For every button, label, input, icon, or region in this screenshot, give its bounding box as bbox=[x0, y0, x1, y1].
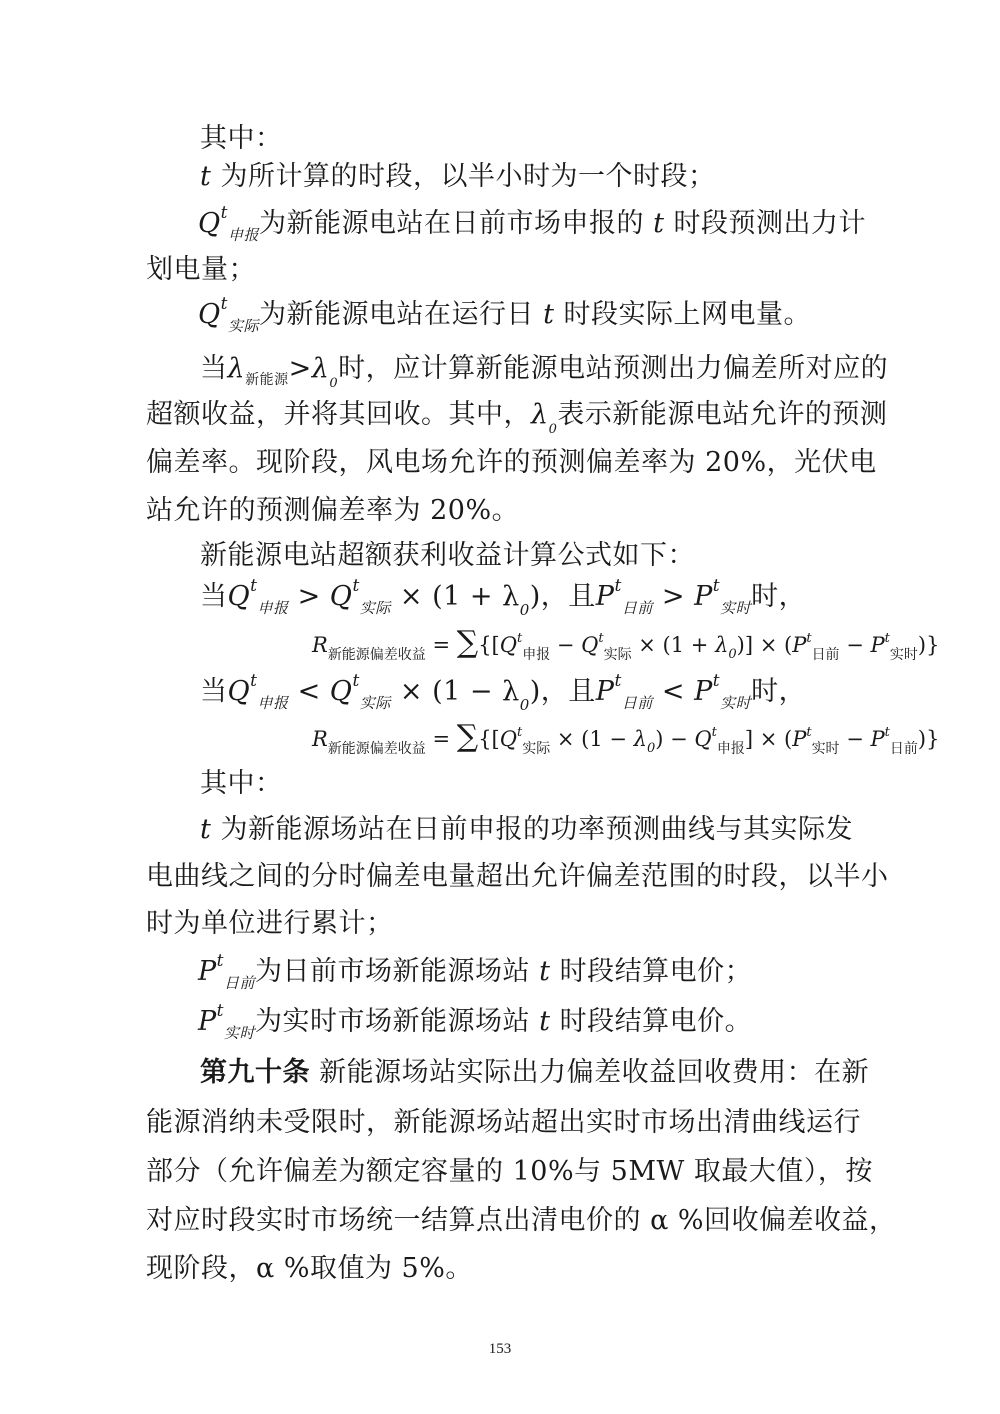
text: 时为单位进行累计； bbox=[146, 908, 394, 939]
article-title: 第九十条 bbox=[200, 1057, 310, 1088]
text-line bbox=[200, 813, 853, 847]
text: 其中： bbox=[200, 123, 283, 154]
text: 时段预测出力计 bbox=[664, 208, 867, 239]
text-line: $Q^t_{申报}$为新能源电站在日前市场申报的 t 时段预测出力计 bbox=[198, 203, 867, 244]
text: ，且 bbox=[540, 676, 596, 707]
text-line bbox=[146, 1252, 473, 1286]
text: 为新能源电站在日前市场申报的 bbox=[259, 208, 654, 239]
text-line bbox=[200, 122, 283, 156]
variable: t bbox=[539, 1006, 551, 1037]
formula: $R_{新能源偏差收益} = \sum\{[Q^t_{实际} \times (1 - \lambda_0) - Q^t_{申报}] \times (P^t_{实时} - P^t_{日前})\}$ bbox=[312, 719, 940, 757]
text-line bbox=[200, 767, 283, 801]
text-line bbox=[200, 160, 715, 194]
text-line bbox=[146, 494, 519, 528]
subscript: 日前 bbox=[811, 647, 840, 663]
text: 时段结算电价。 bbox=[550, 1006, 753, 1037]
variable: t bbox=[543, 299, 555, 330]
condition-line: 当$Q^t_{申报} < Q^t_{实际} \times (1 - \lambda_0)$，且$P^t_{日前} < P^t_{实时}$时， bbox=[200, 671, 807, 714]
text: 为日前市场新能源场站 bbox=[255, 956, 540, 987]
variable: t bbox=[539, 956, 551, 987]
subscript: 申报 bbox=[227, 226, 259, 244]
text: 为所计算的时段，以半小时为一个时段； bbox=[211, 161, 716, 192]
text-line: 当$\lambda_{新能源}>\lambda_0$时，应计算新能源电站预测出力偏差所对应的 bbox=[200, 353, 889, 391]
article-line bbox=[200, 1056, 869, 1090]
subscript: 实时 bbox=[811, 741, 840, 757]
text: 为新能源电站在运行日 bbox=[259, 299, 544, 330]
text: 超额收益，并将其回收。其中， bbox=[146, 399, 531, 430]
text: 偏差率。现阶段，风电场允许的预测偏差率为 20%，光伏电 bbox=[146, 447, 877, 478]
text: 时， bbox=[751, 581, 807, 612]
text-line: $P^t_{实时}$为实时市场新能源场站 t 时段结算电价。 bbox=[198, 1001, 753, 1042]
text-line bbox=[146, 446, 877, 480]
text: 时段实际上网电量。 bbox=[554, 299, 812, 330]
page-number: 153 bbox=[488, 1341, 512, 1357]
subscript: 新能源偏差收益 bbox=[327, 741, 426, 757]
text-line: 超额收益，并将其回收。其中，$\lambda_0$表示新能源电站允许的预测 bbox=[146, 399, 888, 437]
subscript: 日前 bbox=[889, 741, 918, 757]
subscript: 日前 bbox=[224, 974, 256, 992]
subscript: 新能源 bbox=[245, 372, 289, 388]
text: ，且 bbox=[540, 581, 596, 612]
subscript: 新能源偏差收益 bbox=[327, 647, 426, 663]
subscript: 日前 bbox=[621, 694, 653, 712]
text: 表示新能源电站允许的预测 bbox=[557, 399, 888, 430]
text: 为实时市场新能源场站 bbox=[255, 1006, 540, 1037]
variable: t bbox=[200, 814, 212, 845]
text: 现阶段，α %取值为 5%。 bbox=[146, 1253, 473, 1284]
condition-line: 当$Q^t_{申报} > Q^t_{实际} \times (1 + \lambda_0)$，且$P^t_{日前} > P^t_{实时}$时， bbox=[200, 576, 807, 619]
text: 部分（允许偏差为额定容量的 10%与 5MW 取最大值），按 bbox=[146, 1156, 873, 1187]
subscript: 实时 bbox=[889, 647, 918, 663]
subscript: 实际 bbox=[227, 317, 259, 335]
text-line bbox=[146, 1204, 897, 1238]
subscript: 日前 bbox=[621, 599, 653, 617]
text: 能源消纳未受限时，新能源场站超出实时市场出清曲线运行 bbox=[146, 1107, 861, 1138]
text: 为新能源场站在日前申报的功率预测曲线与其实际发 bbox=[211, 814, 853, 845]
text-line bbox=[146, 907, 394, 941]
subscript: 实际 bbox=[359, 694, 391, 712]
subscript: 实际 bbox=[603, 647, 632, 663]
subscript: 实际 bbox=[359, 599, 391, 617]
text-line bbox=[200, 539, 695, 573]
text: 当 bbox=[200, 581, 228, 612]
subscript: 实时 bbox=[224, 1024, 256, 1042]
subscript: 申报 bbox=[257, 599, 289, 617]
text: 划电量； bbox=[146, 254, 256, 285]
text: 对应时段实时市场统一结算点出清电价的 α %回收偏差收益， bbox=[146, 1205, 897, 1236]
variable: t bbox=[200, 161, 212, 192]
text: 时， bbox=[751, 676, 807, 707]
subscript: 申报 bbox=[257, 694, 289, 712]
text: 电曲线之间的分时偏差电量超出允许偏差范围的时段，以半小 bbox=[146, 861, 889, 892]
formula: $R_{新能源偏差收益} = \sum\{[Q^t_{申报} - Q^t_{实际} \times (1 + \lambda_0)] \times (P^t_{日前} - P^t_{实时})\}$ bbox=[312, 625, 940, 663]
text-line bbox=[146, 1106, 861, 1140]
text: 站允许的预测偏差率为 20%。 bbox=[146, 495, 520, 526]
text: 新能源电站超额获利收益计算公式如下： bbox=[200, 540, 695, 571]
text-line bbox=[146, 253, 256, 287]
text-line bbox=[146, 1155, 873, 1189]
text: 其中： bbox=[200, 768, 283, 799]
variable: t bbox=[653, 208, 665, 239]
subscript: 申报 bbox=[716, 741, 745, 757]
text-line: $Q^t_{实际}$为新能源电站在运行日 t 时段实际上网电量。 bbox=[198, 294, 812, 335]
text-line bbox=[146, 860, 889, 894]
subscript: 申报 bbox=[522, 647, 551, 663]
subscript: 实际 bbox=[522, 741, 551, 757]
text: 当 bbox=[200, 676, 228, 707]
text: 当 bbox=[200, 353, 228, 384]
text: 时段结算电价； bbox=[550, 956, 753, 987]
text: 新能源场站实际出力偏差收益回收费用：在新 bbox=[310, 1057, 870, 1088]
text: 时，应计算新能源电站预测出力偏差所对应的 bbox=[338, 353, 889, 384]
text-line: $P^t_{日前}$为日前市场新能源场站 t 时段结算电价； bbox=[198, 951, 753, 992]
subscript: 实时 bbox=[720, 599, 752, 617]
subscript: 实时 bbox=[720, 694, 752, 712]
